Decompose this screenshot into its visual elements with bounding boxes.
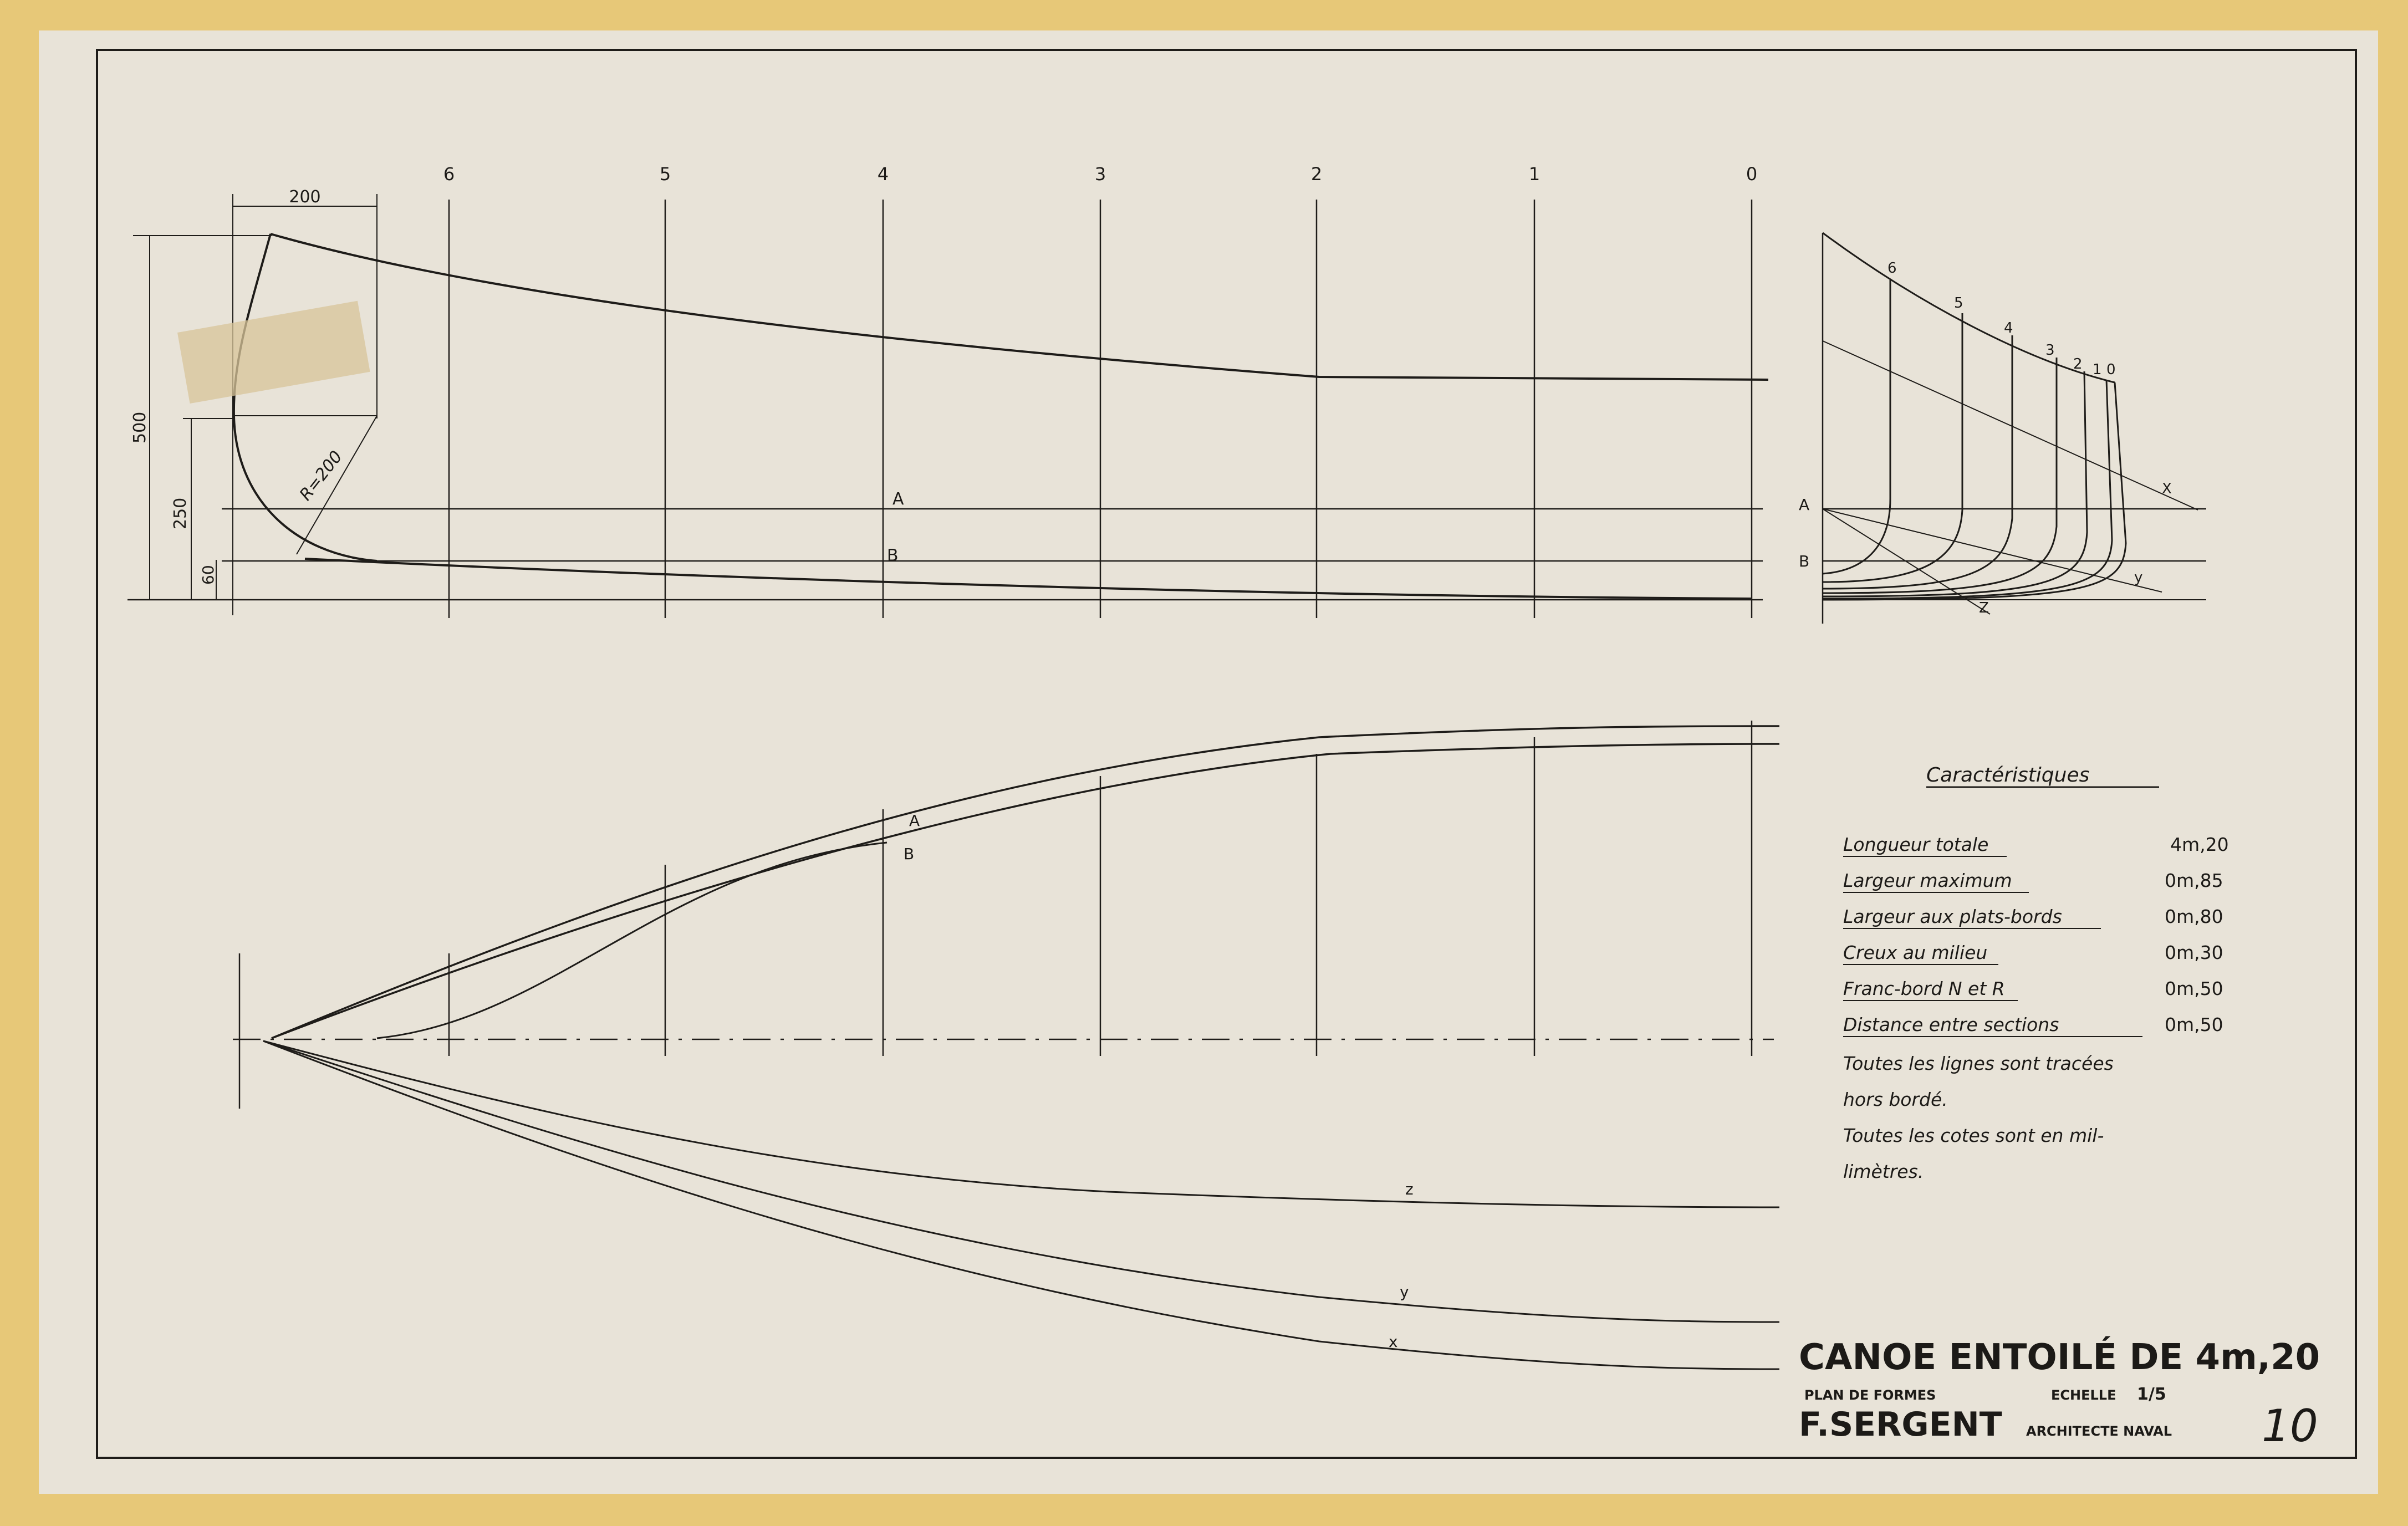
section-label-5: 5	[1954, 295, 1963, 312]
char-label-freeboard: Franc-bord N et R	[1843, 978, 2005, 999]
station-label-1: 1	[1528, 164, 1540, 185]
char-value-freeboard: 0m,50	[2165, 978, 2223, 999]
plan-line-a-label: A	[909, 812, 920, 830]
section-label-0: 0	[2106, 361, 2116, 378]
char-label-section-spacing: Distance entre sections	[1843, 1014, 2059, 1035]
station-label-5: 5	[659, 164, 671, 185]
architect-name: F.SERGENT	[1799, 1405, 2002, 1444]
plan-line-b-label: B	[904, 845, 915, 863]
station-label-2: 2	[1310, 164, 1323, 185]
char-value-max-width: 0m,85	[2165, 870, 2223, 891]
char-value-section-spacing: 0m,50	[2165, 1014, 2223, 1035]
body-waterline-b-label: B	[1799, 552, 1810, 570]
drawing-title: CANOE ENTOILÉ DE 4m,20	[1799, 1337, 2320, 1378]
section-label-2: 2	[2073, 356, 2083, 372]
note-lines-2: hors bordé.	[1843, 1089, 1948, 1110]
drawing-subtitle: PLAN DE FORMES	[1804, 1387, 1936, 1403]
scale-label: ECHELLE	[2051, 1387, 2116, 1403]
section-label-6: 6	[1887, 260, 1897, 277]
section-label-3: 3	[2045, 342, 2055, 359]
note-units-2: limètres.	[1843, 1161, 1924, 1182]
note-units-1: Toutes les cotes sont en mil-	[1843, 1125, 2104, 1146]
dim-60-label: 60	[199, 565, 217, 585]
station-label-0: 0	[1746, 164, 1758, 185]
waterline-a-label: A	[892, 489, 904, 509]
char-value-length: 4m,20	[2170, 834, 2229, 855]
dim-500-label: 500	[130, 411, 150, 443]
char-value-depth: 0m,30	[2165, 942, 2223, 963]
char-label-depth: Creux au milieu	[1843, 942, 1988, 963]
diagonal-z-label: Z	[1979, 600, 1989, 616]
station-label-4: 4	[877, 164, 889, 185]
section-label-1: 1	[2093, 361, 2102, 378]
plan-diag-y-label: y	[1400, 1283, 1409, 1301]
station-label-3: 3	[1094, 164, 1106, 185]
plan-diag-z-label: z	[1405, 1180, 1414, 1198]
tracing-paper	[39, 30, 2378, 1494]
note-lines-1: Toutes les lignes sont tracées	[1843, 1053, 2114, 1074]
architect-role: ARCHITECTE NAVAL	[2026, 1423, 2172, 1439]
radius-label: R=200	[295, 447, 346, 504]
scale-value: 1/5	[2137, 1385, 2166, 1404]
characteristics-heading: Caractéristiques	[1926, 764, 2090, 787]
section-label-4: 4	[2004, 320, 2013, 336]
char-label-gunwale-width: Largeur aux plats-bords	[1843, 906, 2062, 927]
sheet-number: 10	[2262, 1400, 2318, 1452]
plan-diag-x-label: x	[1389, 1333, 1398, 1351]
body-waterline-a-label: A	[1799, 496, 1810, 514]
char-label-max-width: Largeur maximum	[1843, 870, 2012, 891]
diagonal-y-label: y	[2134, 569, 2143, 586]
char-value-gunwale-width: 0m,80	[2165, 906, 2223, 927]
station-label-6: 6	[443, 164, 455, 185]
waterline-b-label: B	[887, 546, 899, 565]
dim-250-label: 250	[171, 497, 190, 529]
char-label-length: Longueur totale	[1843, 834, 1989, 855]
dim-200-label: 200	[289, 187, 321, 207]
diagonal-x-label: X	[2162, 481, 2172, 497]
